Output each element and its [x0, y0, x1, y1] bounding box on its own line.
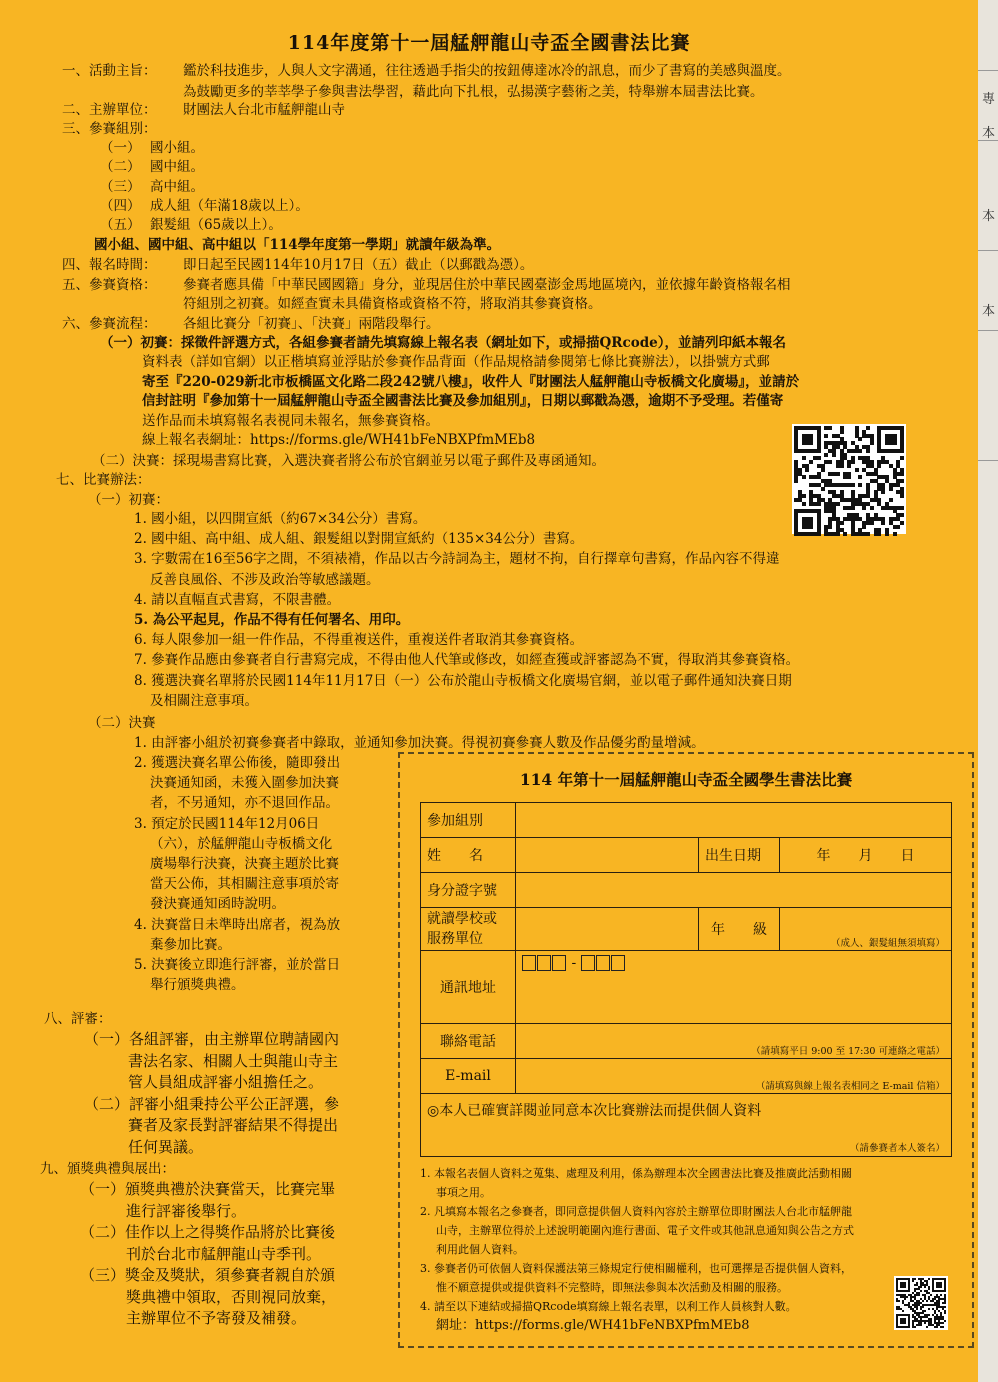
rule-item: 4. 請以直幅直式書寫，不限書體。: [134, 591, 341, 608]
email-field[interactable]: [516, 1059, 952, 1094]
award-heading: 九、頒獎典禮與展出：: [40, 1161, 175, 1177]
page-title: 114年度第十一屆艋舺龍山寺盃全國書法比賽: [287, 32, 691, 54]
section-heading: （三）: [100, 179, 141, 195]
final-rule: 廣場舉行決賽，決賽主題於比賽: [150, 856, 339, 872]
rules-subheading: （二）決賽: [88, 715, 156, 731]
form-note: 事項之用。: [436, 1186, 491, 1199]
grade-label: [699, 908, 780, 951]
school-field[interactable]: [516, 908, 699, 951]
rules-subheading: （一）初賽：: [88, 492, 169, 508]
grade-field[interactable]: [780, 908, 952, 951]
final-rule: 當天公佈，其相關注意事項於寄: [150, 876, 339, 893]
section-heading: （四）: [100, 198, 141, 214]
name-label: 姓 名: [421, 838, 516, 873]
flow-line: （二）決賽：採現場書寫比賽，入選決賽者將公布於官網並另以電子郵件及專函通知。: [92, 453, 605, 469]
phone-note: （請填寫平日 9:00 至 17:30 可連絡之電話）: [751, 1046, 945, 1057]
section-body: 為鼓勵更多的莘莘學子參與書法學習，藉此向下扎根，弘揚漢字藝術之美，特舉辦本屆書法比賽。: [183, 84, 764, 100]
school-label: 就讀學校或服務單位: [421, 908, 516, 951]
form-note: 2. 凡填寫本報名之參賽者，即同意提供個人資料內容於主辦單位即財團法人台北市艋舺龍: [420, 1205, 852, 1218]
final-rule: 2. 獲選決賽名單公佈後，隨即發出: [134, 755, 341, 771]
award-item: （一）頒獎典禮於決賽當天，比賽完畢: [80, 1180, 336, 1198]
id-label: 身分證字號: [421, 873, 516, 908]
judge-heading: 八、評審：: [44, 1011, 112, 1027]
section-body: 財團法人台北市艋舺龍山寺: [183, 102, 345, 118]
edge-text: 本: [982, 209, 996, 224]
final-rule: 1. 由評審小組於初賽參賽者中錄取，並通知參加決賽。得視初賽參賽人數及作品優劣酌量增減。: [134, 735, 705, 751]
section-heading: 一、活動主旨：: [62, 63, 157, 79]
phone-field[interactable]: [516, 1024, 952, 1059]
section-body: 鑑於科技進步，人與人文字溝通，往往透過手指尖的按鈕傳達冰冷的訊息，而少了書寫的美感與溫度。: [183, 63, 791, 79]
address-label: 通訊地址: [421, 951, 516, 1024]
flow-line: （一）初賽：採徵件評選方式，各組參賽者請先填寫線上報名表（網址如下，或掃描QRcode），並請列印紙本報名: [100, 335, 786, 351]
final-rule: 5. 決賽後立即進行評審，並於當日: [134, 957, 341, 973]
form-url: 網址：https://forms.gle/WH41bFeNBXPfmMEb8: [436, 1318, 750, 1333]
form-note: 4. 請至以下連結或掃描QRcode填寫線上報名表單，以利工作人員核對人數。: [420, 1300, 797, 1313]
birth-label: 出生日期: [699, 838, 780, 873]
section-body: 參賽者應具備「中華民國國籍」身分，並現居住於中華民國臺澎金馬地區境內，並依據年齡資格報名相: [183, 277, 791, 293]
section-body: 國小組。: [150, 140, 204, 156]
section-heading: （二）: [100, 159, 141, 175]
final-rule: 3. 預定於民國114年12月06日: [134, 815, 320, 832]
consent-field[interactable]: [421, 1094, 952, 1157]
group-label: 參加組別: [421, 803, 516, 838]
section-body: 符組別之初賽。如經查實未具備資格或資格不符，將取消其參賽資格。: [183, 296, 602, 312]
award-item: 進行評審後舉行。: [126, 1201, 247, 1220]
flow-line: 信封註明『參加第十一屆艋舺龍山寺盃全國書法比賽及參加組別』，日期以郵戳為憑，逾期不予受理。若僅寄: [142, 393, 784, 409]
rule-item: 反善良風俗、不涉及政治等敏感議題。: [150, 571, 380, 588]
signup-url: 線上報名表網址：https://forms.gle/WH41bFeNBXPfmMEb8: [142, 432, 536, 448]
final-rule: 者，不另通知，亦不退回作品。: [150, 795, 339, 812]
flow-line: 送作品而未填寫報名表視同未報名，無參賽資格。: [142, 412, 439, 429]
final-rule: 棄參加比賽。: [150, 936, 231, 953]
birth-field[interactable]: 年 月 日: [780, 838, 952, 873]
award-item: （三）獎金及獎狀，須參賽者親自於頒: [80, 1266, 336, 1284]
rule-item: 2. 國中組、高中組、成人組、銀髮組以對開宣紙約（135×34公分）書寫。: [134, 531, 584, 548]
award-item: 獎典禮中領取，否則視同放棄，: [126, 1287, 337, 1306]
judge-item: 管人員組成評審小組擔任之。: [128, 1073, 324, 1091]
section-body: 即日起至民國114年10月17日（五）截止（以郵戳為憑）。: [183, 257, 534, 273]
section-body: 國小組、國中組、高中組以「114學年度第一學期」就讀年級為準。: [94, 237, 501, 253]
section-heading: 四、報名時間：: [62, 257, 157, 273]
section-heading: （五）: [100, 217, 141, 233]
edge-text: 專: [982, 92, 996, 107]
final-rule: 舉行頒獎典禮。: [150, 977, 245, 994]
section-heading: 六、參賽流程：: [62, 316, 157, 332]
flow-line: 資料表（詳如官網）以正楷填寫並浮貼於參賽作品背面（作品規格請參閱第七條比賽辦法），以掛號方式郵: [142, 354, 770, 370]
award-item: 刊於台北市艋舺龍山寺季刊。: [126, 1244, 322, 1263]
registration-form: [398, 752, 974, 1348]
qr-code[interactable]: [792, 424, 906, 534]
rule-item: 7. 參賽作品應由參賽者自行書寫完成，不得由他人代筆或修改，如經查獲或評審認為不實，得取消其參賽資格。: [134, 652, 800, 669]
final-rule: 決賽通知函，未獲入圍參加決賽: [150, 775, 339, 792]
rule-item: 及相關注意事項。: [150, 692, 258, 709]
id-field[interactable]: [516, 873, 952, 908]
form-note: 利用此個人資料。: [436, 1243, 524, 1256]
rule-item: 6. 每人限參加一組一件作品，不得重複送件，重複送件者取消其參賽資格。: [134, 632, 584, 649]
form-note: 1. 本報名表個人資料之蒐集、處理及利用，係為辦理本次全國書法比賽及推廣此活動相關: [420, 1167, 852, 1180]
flow-line: 寄至『220-029新北市板橋區文化路二段242號八樓』，收件人『財團法人艋舺龍山寺板橋文化廣場』，並請於: [142, 373, 800, 390]
grade-text: 年 級: [711, 922, 767, 938]
final-rule: （六），於艋舺龍山寺板橋文化: [150, 835, 333, 852]
form-note: 山寺，主辦單位得於上述說明範圍內進行書面、電子文件或其他訊息通知與公告之方式: [436, 1224, 854, 1237]
grade-note: （成人、銀髮組無須填寫）: [830, 938, 945, 949]
form-title: 114 年第十一屆艋舺龍山寺盃全國學生書法比賽: [519, 770, 853, 789]
rules-heading: 七、比賽辦法：: [56, 472, 151, 488]
group-field[interactable]: [516, 803, 952, 838]
email-label: E-mail: [421, 1059, 516, 1094]
consent-text: ◎本人已確實詳閱並同意本次比賽辦法而提供個人資料: [427, 1103, 762, 1119]
rule-item: 5. 為公平起見，作品不得有任何署名、用印。: [134, 612, 410, 628]
email-note: （請填寫與線上報名表相同之 E-mail 信箱）: [755, 1081, 945, 1092]
rule-item: 1. 國小組，以四開宣紙（約67×34公分）書寫。: [134, 511, 427, 527]
award-item: （二）佳作以上之得獎作品將於比賽後: [80, 1223, 336, 1241]
name-field[interactable]: [516, 838, 699, 873]
section-body: 成人組（年滿18歲以上）。: [150, 198, 309, 214]
section-heading: （一）: [100, 140, 141, 156]
section-body: 銀髮組（65歲以上）。: [150, 217, 282, 233]
phone-label: 聯絡電話: [421, 1024, 516, 1059]
sign-note: （請參賽者本人簽名）: [849, 1143, 945, 1154]
form-note: 惟不願意提供或提供資料不完整時，即無法參與本次活動及相關的服務。: [436, 1281, 788, 1294]
qr-code-small[interactable]: [894, 1276, 948, 1330]
section-heading: 五、參賽資格：: [62, 277, 157, 293]
address-field[interactable]: -: [516, 951, 952, 1024]
rule-item: 8. 獲選決賽名單將於民國114年11月17日（一）公布於龍山寺板橋文化廣場官網，並以電子郵件通知決賽日期: [134, 672, 792, 689]
edge-text: 本: [982, 126, 996, 141]
background-edge: [978, 0, 998, 1382]
rule-item: 3. 字數需在16至56字之間，不須裱褙，作品以古今詩詞為主，題材不拘，自行擇章句書寫，作品內容不得違: [134, 551, 780, 568]
form-table: [420, 802, 952, 1157]
judge-item: （二）評審小組秉持公平公正評選，參: [84, 1094, 340, 1113]
final-rule: 發決賽通知函時說明。: [150, 896, 285, 913]
judge-item: 任何異議。: [128, 1137, 204, 1156]
award-item: 主辦單位不予寄發及補發。: [126, 1309, 307, 1327]
section-heading: 三、參賽組別：: [62, 121, 157, 137]
judge-item: 書法名家、相關人士與龍山寺主: [128, 1051, 339, 1070]
section-body: 各組比賽分「初賽」、「決賽」兩階段舉行。: [183, 316, 440, 332]
judge-item: （一）各組評審，由主辦單位聘請國內: [84, 1030, 340, 1048]
section-body: 高中組。: [150, 179, 204, 195]
section-body: 國中組。: [150, 159, 204, 175]
judge-item: 賽者及家長對評審結果不得提出: [128, 1116, 339, 1134]
section-heading: 二、主辦單位：: [62, 102, 157, 118]
edge-text: 本: [982, 304, 996, 319]
final-rule: 4. 決賽當日未準時出席者，視為放: [134, 916, 341, 933]
form-note: 3. 參賽者仍可依個人資料保護法第三條規定行使相關權利，也可選擇是否提供個人資料，: [420, 1262, 852, 1275]
